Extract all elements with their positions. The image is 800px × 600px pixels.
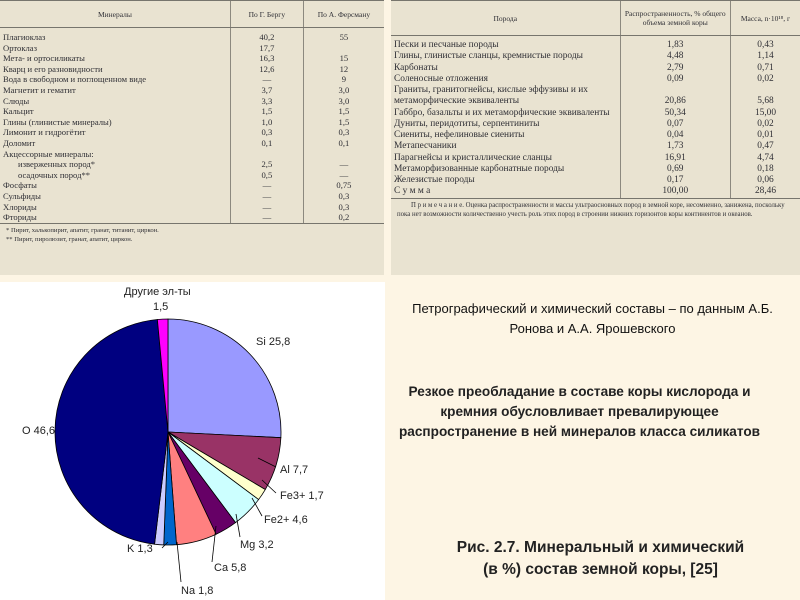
mineral-berg-value: — [230, 191, 303, 202]
minerals-row [0, 149, 384, 160]
rock-name: Карбонаты [394, 62, 438, 73]
mineral-name: Глины (глинистые минералы) [3, 116, 112, 127]
mineral-fersman-value: — [303, 170, 384, 181]
pie-label-o: O 46,6 [22, 425, 56, 437]
mineral-berg-value: 1,5 [230, 106, 303, 117]
mineral-fersman-value: — [303, 159, 384, 170]
pie-label-ca: Ca 5,8 [214, 562, 247, 574]
rock-mass-value: 0,47 [730, 141, 800, 152]
rocks-row [391, 175, 800, 186]
mineral-name: Лимонит и гидрогётит [3, 127, 86, 138]
figure-caption-line: Рис. 2.7. Минеральный и химический [456, 539, 745, 556]
minerals-row [0, 191, 384, 202]
rock-mass-value: 0,02 [730, 119, 800, 130]
rocks-row [391, 153, 800, 164]
pie-label-fe2-: Fe2+ 4,6 [264, 514, 308, 526]
mineral-berg-value: — [230, 74, 303, 85]
rock-mass-value: 15,00 [730, 108, 800, 119]
pie-label-other: Другие эл-ты [124, 286, 191, 298]
prevalence-note: Резкое преобладание в составе коры кислорода и кремния обусловливает превалирующее распространение в ней минералов класса силикатов [399, 384, 760, 439]
mineral-name: осадочных пород** [18, 169, 91, 180]
figure-caption [408, 537, 793, 581]
rocks-table-scan [391, 0, 800, 275]
rocks-row [391, 108, 800, 119]
mineral-name: Хлориды [3, 201, 37, 212]
pie-label-fe3-: Fe3+ 1,7 [280, 490, 324, 502]
pie-label-k: K 1,3 [127, 543, 153, 555]
petrographic-note: Петрографический и химический составы – по данным А.Б. Ронова и А.А. Ярошевского [412, 301, 773, 336]
minerals-footnotes [0, 223, 384, 246]
pie-label-si: Si 25,8 [256, 336, 291, 348]
rock-name: С у м м а [394, 186, 431, 197]
rock-share-value: 16,91 [620, 153, 730, 164]
mineral-name: Плагиоклаз [3, 32, 46, 42]
rock-mass-value: 0,01 [730, 130, 800, 141]
minerals-row [0, 43, 384, 54]
minerals-row [0, 106, 384, 117]
rocks-table [391, 0, 800, 198]
rock-mass-value: 0,18 [730, 164, 800, 175]
rock-mass-value: 5,68 [730, 85, 800, 108]
mineral-name: Доломит [3, 137, 36, 148]
rock-name: Дуниты, перидотиты, серпентиниты [394, 118, 540, 129]
mineral-berg-value: 3,7 [230, 85, 303, 96]
mineral-name: Магнетит и гематит [3, 84, 76, 95]
rocks-row [391, 85, 800, 108]
rock-mass-value: 0,71 [730, 63, 800, 74]
rocks-header-name: Порода [391, 1, 620, 36]
rock-mass-value: 0,06 [730, 175, 800, 186]
rocks-header-mass: Масса, n·10¹⁸, г [730, 1, 800, 36]
mineral-fersman-value: 9 [303, 74, 384, 85]
mineral-name: Мета- и ортосиликаты [3, 53, 85, 64]
rock-name: Железистые породы [394, 175, 475, 185]
mineral-name: Фториды [3, 212, 37, 223]
rock-name: Пески и песчаные породы [394, 40, 499, 50]
minerals-row [0, 127, 384, 138]
pie-label-other-value: 1,5 [153, 301, 169, 313]
rock-share-value: 20,86 [620, 85, 730, 108]
rock-mass-value: 28,46 [730, 186, 800, 197]
mineral-berg-value: 12,6 [230, 64, 303, 75]
mineral-berg-value: 2,5 [230, 159, 303, 170]
mineral-berg-value: 0,1 [230, 138, 303, 149]
rock-name: Габбро, базальты и их метаморфические эквиваленты [394, 107, 610, 118]
rocks-row [391, 164, 800, 175]
mineral-fersman-value [303, 149, 384, 160]
rocks-row [391, 130, 800, 141]
rocks-table-header [391, 1, 800, 36]
mineral-fersman-value: 12 [303, 64, 384, 75]
mineral-berg-value: 40,2 [230, 28, 303, 43]
rocks-note: П р и м е ч а н и е. Оценка распространенности и массы ультраосновных пород в земной коре, несомненно, занижена, поскольку пока нет возможности количественно учесть роль этих пород в строении нижних горизонтов коры континентов и океанов. [391, 198, 800, 221]
rock-name: Граниты, гранитогнейсы, кислые эффузивы и их метаморфические эквиваленты [394, 85, 588, 107]
minerals-table [0, 0, 384, 223]
minerals-row [0, 85, 384, 96]
minerals-row [0, 202, 384, 213]
rock-share-value: 50,34 [620, 108, 730, 119]
pie-chart [0, 282, 385, 600]
rock-share-value: 4,48 [620, 51, 730, 62]
minerals-row [0, 212, 384, 223]
pie-leader-line [177, 542, 181, 582]
minerals-row [0, 138, 384, 149]
minerals-header-name: Минералы [0, 1, 230, 28]
rocks-row [391, 186, 800, 197]
mineral-fersman-value: 3,0 [303, 96, 384, 107]
mineral-fersman-value [303, 43, 384, 54]
minerals-table-body [0, 28, 384, 223]
pie-label-mg: Mg 3,2 [240, 539, 274, 551]
minerals-table-header [0, 1, 384, 28]
rocks-row [391, 74, 800, 85]
mineral-berg-value: 0,5 [230, 170, 303, 181]
minerals-footnote: ** Пирит, пиролюзит, гранат, апатит, циркон. [6, 235, 133, 243]
rock-share-value: 1,83 [620, 36, 730, 52]
rock-share-value: 0,17 [620, 175, 730, 186]
minerals-row [0, 117, 384, 128]
rock-mass-value: 0,43 [730, 36, 800, 52]
mineral-name: Фосфаты [3, 180, 37, 191]
mineral-berg-value: 16,3 [230, 53, 303, 64]
pie-chart-panel [0, 282, 385, 600]
mineral-berg-value [230, 149, 303, 160]
minerals-footnote: * Пирит, халькопирит, апатит, гранат, титанит, циркон. [6, 226, 159, 234]
pie-label-na: Na 1,8 [181, 585, 214, 597]
minerals-row [0, 28, 384, 43]
rocks-row [391, 51, 800, 62]
rock-share-value: 0,07 [620, 119, 730, 130]
minerals-row [0, 180, 384, 191]
minerals-header-berg: По Г. Бергу [230, 1, 303, 28]
rock-mass-value: 4,74 [730, 153, 800, 164]
minerals-row [0, 53, 384, 64]
mineral-fersman-value: 0,3 [303, 127, 384, 138]
mineral-fersman-value: 55 [303, 28, 384, 43]
rock-name: Соленосные отложения [394, 73, 488, 84]
mineral-fersman-value: 1,5 [303, 117, 384, 128]
minerals-table-scan [0, 0, 384, 275]
mineral-name: Кварц и его разновидности [3, 63, 103, 74]
mineral-name: Слюды [3, 95, 30, 106]
rock-name: Парагнейсы и кристаллические сланцы [394, 152, 552, 163]
figure-caption-line: (в %) состав земной коры, [25] [483, 561, 718, 578]
mineral-berg-value: 17,7 [230, 43, 303, 54]
mineral-berg-value: 3,3 [230, 96, 303, 107]
rock-share-value: 1,73 [620, 141, 730, 152]
rocks-row [391, 141, 800, 152]
mineral-berg-value: — [230, 202, 303, 213]
minerals-row [0, 170, 384, 181]
mineral-fersman-value: 0,2 [303, 212, 384, 223]
pie-label-al: Al 7,7 [280, 464, 309, 476]
mineral-name: Акцессорные минералы: [3, 148, 94, 159]
minerals-row [0, 74, 384, 85]
pie-slice-o [55, 320, 168, 545]
rocks-row [391, 119, 800, 130]
minerals-row [0, 159, 384, 170]
rock-name: Метапесчаники [394, 141, 457, 152]
minerals-header-fersman: По А. Ферсману [303, 1, 384, 28]
rock-share-value: 100,00 [620, 186, 730, 197]
mineral-berg-value: — [230, 180, 303, 191]
mineral-name: изверженных пород* [18, 159, 96, 170]
rock-name: Сиениты, нефелиновые сиениты [394, 130, 525, 140]
rocks-row [391, 63, 800, 74]
rock-mass-value: 0,02 [730, 74, 800, 85]
rocks-row [391, 36, 800, 52]
mineral-fersman-value: 15 [303, 53, 384, 64]
minerals-row [0, 64, 384, 75]
mineral-fersman-value: 0,75 [303, 180, 384, 191]
mineral-fersman-value: 1,5 [303, 106, 384, 117]
mineral-name: Кальцит [3, 106, 34, 117]
rock-share-value: 0,69 [620, 164, 730, 175]
mineral-fersman-value: 0,3 [303, 202, 384, 213]
rock-name: Глины, глинистые сланцы, кремнистые породы [394, 51, 583, 62]
rocks-header-share: Распространенность, % общего объема земной коры [620, 1, 730, 36]
rock-share-value: 2,79 [620, 63, 730, 74]
mineral-berg-value: — [230, 212, 303, 223]
mineral-name: Вода в свободном и поглощенном виде [3, 74, 147, 85]
mineral-fersman-value: 0,3 [303, 191, 384, 202]
rock-share-value: 0,04 [620, 130, 730, 141]
mineral-fersman-value: 0,1 [303, 138, 384, 149]
rocks-table-body [391, 36, 800, 198]
mineral-name: Ортоклаз [3, 42, 38, 53]
rock-share-value: 0,09 [620, 74, 730, 85]
minerals-row [0, 96, 384, 107]
mineral-fersman-value: 3,0 [303, 85, 384, 96]
mineral-berg-value: 0,3 [230, 127, 303, 138]
rock-name: Метаморфизованные карбонатные породы [394, 163, 565, 174]
mineral-berg-value: 1,0 [230, 117, 303, 128]
mineral-name: Сульфиды [3, 190, 41, 201]
rock-mass-value: 1,14 [730, 51, 800, 62]
